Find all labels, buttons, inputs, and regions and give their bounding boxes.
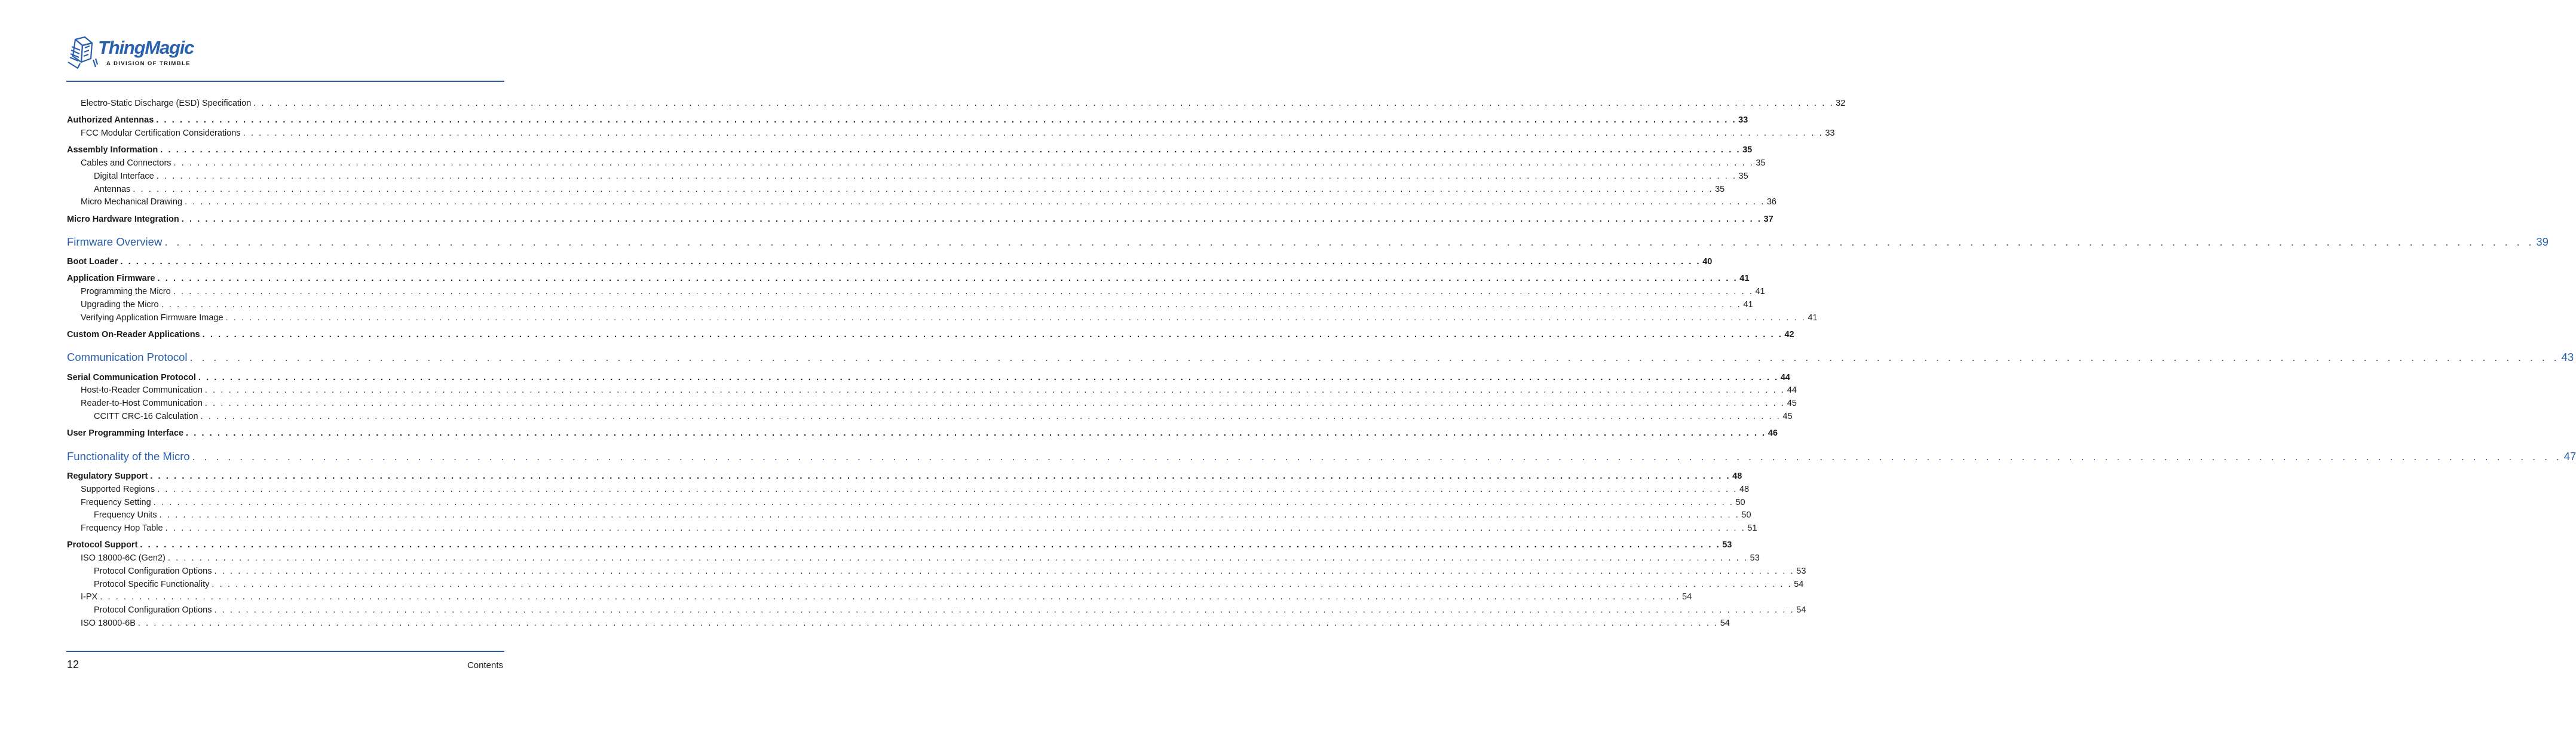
toc-entry[interactable] xyxy=(67,98,1846,109)
toc-entry-page: 51 xyxy=(1747,523,1757,533)
toc-entry-page: 33 xyxy=(1738,115,1748,125)
toc-entry-title: Verifying Application Firmware Image xyxy=(81,313,223,323)
toc-entry-title: FCC Modular Certification Considerations xyxy=(81,128,241,138)
toc-entry-title: Boot Loader xyxy=(67,257,118,267)
toc-leader-dots: . . . . . . . . . . . . . . . . . . . . . . . . . . . . . . . . . . . . . . . . . . . . . . . . . . . . . . . . . . . . . . . . . . . . . . . . . . . . . . . . . . . . . . . . . . . . . . . . . . . . . . . . . . . . . . . . . . . . . . . . . . . . . . . . . . . . . . . . . . . . . . . . . . . . . . . . . . . . . . . . . . . . . . . . . . . . . . . . . . . . . . . . . . . . . . . . . . . . . . . . xyxy=(192,450,2562,463)
toc-entry-title: ISO 18000-6B xyxy=(81,618,136,628)
toc-entry-page: 32 xyxy=(1836,99,1846,108)
toc-leader-dots: . . . . . . . . . . . . . . . . . . . . . . . . . . . . . . . . . . . . . . . . . . . . . . . . . . . . . . . . . . . . . . . . . . . . . . . . . . . . . . . . . . . . . . . . . . . . . . . . . . . . . . . . . . . . . . . . . . . . . . . . . . . . . . . . . . . . . . . . . . . . . . . . . . . . . . . . . . . . . . . . . . . . . . . . . . . . . . . . . . . . . . . . . . . . . . . . . . . . . . . . xyxy=(157,274,1738,283)
toc-entry-page: 40 xyxy=(1702,257,1713,267)
toc-entry[interactable] xyxy=(67,273,1750,284)
toc-entry-page: 36 xyxy=(1766,197,1776,207)
toc-entry-title: I-PX xyxy=(81,592,98,602)
toc-entry[interactable] xyxy=(67,605,1806,615)
toc-entry-page: 35 xyxy=(1756,158,1766,168)
toc-entry-title: Antennas xyxy=(94,185,131,194)
toc-leader-dots: . . . . . . . . . . . . . . . . . . . . . . . . . . . . . . . . . . . . . . . . . . . . . . . . . . . . . . . . . . . . . . . . . . . . . . . . . . . . . . . . . . . . . . . . . . . . . . . . . . . . . . . . . . . . . . . . . . . . . . . . . . . . . . . . . . . . . . . . . . . . . . . . . . . . . . . . . . . . . . . . . . . . . . . . . . . . . . . . . . . . . . . . . . . . . . . . . . . . . . . . xyxy=(214,605,1795,615)
toc-entry[interactable] xyxy=(67,256,1713,267)
toc-entry[interactable] xyxy=(67,299,1753,310)
toc-leader-dots: . . . . . . . . . . . . . . . . . . . . . . . . . . . . . . . . . . . . . . . . . . . . . . . . . . . . . . . . . . . . . . . . . . . . . . . . . . . . . . . . . . . . . . . . . . . . . . . . . . . . . . . . . . . . . . . . . . . . . . . . . . . . . . . . . . . . . . . . . . . . . . . . . . . . . . . . . . . . . . . . . . . . . . . . . . . . . . . . . . . . . . . . . . . . . . . . . . . . . . . . xyxy=(159,510,1740,520)
toc-entry-page: 50 xyxy=(1735,498,1745,507)
toc-entry[interactable] xyxy=(67,450,2576,463)
toc-entry-page: 44 xyxy=(1787,385,1797,395)
toc-entry-title: Protocol Configuration Options xyxy=(94,605,212,615)
toc-leader-dots: . . . . . . . . . . . . . . . . . . . . . . . . . . . . . . . . . . . . . . . . . . . . . . . . . . . . . . . . . . . . . . . . . . . . . . . . . . . . . . . . . . . . . . . . . . . . . . . . . . . . . . . . . . . . . . . . . . . . . . . . . . . . . . . . . . . . . . . . . . . . . . . . . . . . . . . . . . . . . . . . . . . . . . . . . . . . . . . . . . . . . . . . . . . . . . . . . . . . . . . . xyxy=(153,498,1734,507)
toc-entry-title: Micro Hardware Integration xyxy=(67,215,179,224)
toc-entry-page: 41 xyxy=(1808,313,1818,323)
toc-entry[interactable] xyxy=(67,540,1732,550)
toc-leader-dots: . . . . . . . . . . . . . . . . . . . . . . . . . . . . . . . . . . . . . . . . . . . . . . . . . . . . . . . . . . . . . . . . . . . . . . . . . . . . . . . . . . . . . . . . . . . . . . . . . . . . . . . . . . . . . . . . . . . . . . . . . . . . . . . . . . . . . . . . . . . . . . . . . . . . . . . . . . . . . . . . . . . . . . . . . . . . . . . . . . . . . . . . . . . . . . . . . . . . . . . . xyxy=(181,215,1762,224)
toc-entry-page: 48 xyxy=(1732,471,1742,481)
toc-entry-page: 39 xyxy=(2536,235,2549,248)
toc-leader-dots: . . . . . . . . . . . . . . . . . . . . . . . . . . . . . . . . . . . . . . . . . . . . . . . . . . . . . . . . . . . . . . . . . . . . . . . . . . . . . . . . . . . . . . . . . . . . . . . . . . . . . . . . . . . . . . . . . . . . . . . . . . . . . . . . . . . . . . . . . . . . . . . . . . . . . . . . . . . . . . . . . . . . . . . . . . . . . . . . . . . . . . . . . . . . . . . . . . . . . . . . xyxy=(165,523,1746,533)
toc-entry[interactable] xyxy=(67,411,1793,422)
table-of-contents xyxy=(67,0,2576,645)
toc-entry-page: 41 xyxy=(1755,287,1765,296)
toc-leader-dots: . . . . . . . . . . . . . . . . . . . . . . . . . . . . . . . . . . . . . . . . . . . . . . . . . . . . . . . . . . . . . . . . . . . . . . . . . . . . . . . . . . . . . . . . . . . . . . . . . . . . . . . . . . . . . . . . . . . . . . . . . . . . . . . . . . . . . . . . . . . . . . . . . . . . . . . . . . . . . . . . . . . . . . . . . . . . . . . . . . . . . . . . . . . . . . . . . . . . . . . . xyxy=(100,592,1680,602)
toc-entry[interactable] xyxy=(67,184,1725,195)
toc-entry-title: Cables and Connectors xyxy=(81,158,171,168)
toc-entry[interactable] xyxy=(67,618,1730,629)
toc-leader-dots: . . . . . . . . . . . . . . . . . . . . . . . . . . . . . . . . . . . . . . . . . . . . . . . . . . . . . . . . . . . . . . . . . . . . . . . . . . . . . . . . . . . . . . . . . . . . . . . . . . . . . . . . . . . . . . . . . . . . . . . . . . . . . . . . . . . . . . . . . . . . . . . . . . . . . . . . . . . . . . . . . . . . . . . . . . . . . . . . . . . . . . . . . . . . . . . . . . . . . . . . xyxy=(157,485,1738,494)
toc-entry-title: Serial Communication Protocol xyxy=(67,373,196,382)
toc-entry-title: Protocol Support xyxy=(67,540,138,550)
toc-leader-dots: . . . . . . . . . . . . . . . . . . . . . . . . . . . . . . . . . . . . . . . . . . . . . . . . . . . . . . . . . . . . . . . . . . . . . . . . . . . . . . . . . . . . . . . . . . . . . . . . . . . . . . . . . . . . . . . . . . . . . . . . . . . . . . . . . . . . . . . . . . . . . . . . . . . . . . . . . . . . . . . . . . . . . . . . . . . . . . . . . . . . . . . . . . . . . . . . . . . . . . . . xyxy=(198,373,1779,382)
toc-entry[interactable] xyxy=(67,115,1748,125)
toc-leader-dots: . . . . . . . . . . . . . . . . . . . . . . . . . . . . . . . . . . . . . . . . . . . . . . . . . . . . . . . . . . . . . . . . . . . . . . . . . . . . . . . . . . . . . . . . . . . . . . . . . . . . . . . . . . . . . . . . . . . . . . . . . . . . . . . . . . . . . . . . . . . . . . . . . . . . . . . . . . . . . . . . . . . . . . . . . . . . . . . . . . . . . . . . . . . . . . . . . . . . . . . . xyxy=(212,580,1793,589)
toc-entry-title: Electro-Static Discharge (ESD) Specification xyxy=(81,99,252,108)
toc-leader-dots: . . . . . . . . . . . . . . . . . . . . . . . . . . . . . . . . . . . . . . . . . . . . . . . . . . . . . . . . . . . . . . . . . . . . . . . . . . . . . . . . . . . . . . . . . . . . . . . . . . . . . . . . . . . . . . . . . . . . . . . . . . . . . . . . . . . . . . . . . . . . . . . . . . . . . . . . . . . . . . . . . . . . . . . . . . . . . . . . . . . . . . . . . . . . . . . . . . . . . . . . xyxy=(140,540,1721,550)
toc-leader-dots: . . . . . . . . . . . . . . . . . . . . . . . . . . . . . . . . . . . . . . . . . . . . . . . . . . . . . . . . . . . . . . . . . . . . . . . . . . . . . . . . . . . . . . . . . . . . . . . . . . . . . . . . . . . . . . . . . . . . . . . . . . . . . . . . . . . . . . . . . . . . . . . . . . . . . . . . . . . . . . . . . . . . . . . . . . . . . . . . . . . . . . . . . . . . . . . . . . . . . . . . xyxy=(133,185,1714,194)
toc-leader-dots: . . . . . . . . . . . . . . . . . . . . . . . . . . . . . . . . . . . . . . . . . . . . . . . . . . . . . . . . . . . . . . . . . . . . . . . . . . . . . . . . . . . . . . . . . . . . . . . . . . . . . . . . . . . . . . . . . . . . . . . . . . . . . . . . . . . . . . . . . . . . . . . . . . . . . . . . . . . . . . . . . . . . . . . . . . . . . . . . . . . . . . . . . . . . . . . . . . . . . . . . xyxy=(120,257,1701,267)
toc-entry-title: User Programming Interface xyxy=(67,428,184,438)
toc-entry-page: 54 xyxy=(1796,605,1806,615)
toc-entry-title: Programming the Micro xyxy=(81,287,171,296)
toc-entry[interactable] xyxy=(67,566,1806,577)
toc-leader-dots: . . . . . . . . . . . . . . . . . . . . . . . . . . . . . . . . . . . . . . . . . . . . . . . . . . . . . . . . . . . . . . . . . . . . . . . . . . . . . . . . . . . . . . . . . . . . . . . . . . . . . . . . . . . . . . . . . . . . . . . . . . . . . . . . . . . . . . . . . . . . . . . . . . . . . . . . . . . . . . . . . . . . . . . . . . . . . . . . . . . . . . . . . . . . . . . . . . . . . . . . xyxy=(160,145,1741,155)
toc-entry-page: 42 xyxy=(1784,330,1794,339)
toc-entry-title: Frequency Units xyxy=(94,510,157,520)
toc-entry[interactable] xyxy=(67,428,1778,439)
page-number: 12 xyxy=(67,659,79,670)
toc-leader-dots: . . . . . . . . . . . . . . . . . . . . . . . . . . . . . . . . . . . . . . . . . . . . . . . . . . . . . . . . . . . . . . . . . . . . . . . . . . . . . . . . . . . . . . . . . . . . . . . . . . . . . . . . . . . . . . . . . . . . . . . . . . . . . . . . . . . . . . . . . . . . . . . . . . . . . . . . . . . . . . . . . . . . . . . . . . . . . . . . . . . . . . . . . . . . . . . . . . . . . . . . xyxy=(167,553,1748,563)
toc-entry[interactable] xyxy=(67,214,1774,225)
toc-leader-dots: . . . . . . . . . . . . . . . . . . . . . . . . . . . . . . . . . . . . . . . . . . . . . . . . . . . . . . . . . . . . . . . . . . . . . . . . . . . . . . . . . . . . . . . . . . . . . . . . . . . . . . . . . . . . . . . . . . . . . . . . . . . . . . . . . . . . . . . . . . . . . . . . . . . . . . . . . . . . . . . . . . . . . . . . . . . . . . . . . . . . . . . . . . . . . . . . . . . . . . . . xyxy=(173,287,1754,296)
toc-entry[interactable] xyxy=(67,471,1742,482)
toc-entry[interactable] xyxy=(67,313,1818,323)
toc-leader-dots: . . . . . . . . . . . . . . . . . . . . . . . . . . . . . . . . . . . . . . . . . . . . . . . . . . . . . . . . . . . . . . . . . . . . . . . . . . . . . . . . . . . . . . . . . . . . . . . . . . . . . . . . . . . . . . . . . . . . . . . . . . . . . . . . . . . . . . . . . . . . . . . . . . . . . . . . . . . . . . . . . . . . . . . . . . . . . . . . . . . . . . . . . . . . . . . . . . . . . . . . xyxy=(173,158,1754,168)
toc-entry-title: Assembly Information xyxy=(67,145,158,155)
toc-entry[interactable] xyxy=(67,158,1766,169)
toc-entry-page: 53 xyxy=(1722,540,1732,550)
toc-entry-page: 48 xyxy=(1739,485,1750,494)
toc-entry-title: Frequency Setting xyxy=(81,498,151,507)
toc-entry-title: Authorized Antennas xyxy=(67,115,154,125)
toc-entry-page: 35 xyxy=(1715,185,1725,194)
toc-entry[interactable] xyxy=(67,286,1765,297)
toc-entry[interactable] xyxy=(67,497,1745,508)
toc-entry-page: 45 xyxy=(1787,399,1797,408)
toc-entry-page: 43 xyxy=(2561,351,2574,363)
toc-entry-page: 35 xyxy=(1742,145,1753,155)
toc-entry[interactable] xyxy=(67,553,1760,564)
brand-tagline: A DIVISION OF TRIMBLE xyxy=(106,60,191,67)
toc-entry-title: Application Firmware xyxy=(67,274,155,283)
toc-leader-dots: . . . . . . . . . . . . . . . . . . . . . . . . . . . . . . . . . . . . . . . . . . . . . . . . . . . . . . . . . . . . . . . . . . . . . . . . . . . . . . . . . . . . . . . . . . . . . . . . . . . . . . . . . . . . . . . . . . . . . . . . . . . . . . . . . . . . . . . . . . . . . . . . . . . . . . . . . . . . . . . . . . . . . . . . . . . . . . . . . . . . . . . . . . . . . . . . . . . . . . . . xyxy=(164,235,2535,248)
toc-entry-page: 46 xyxy=(1768,428,1778,438)
toc-leader-dots: . . . . . . . . . . . . . . . . . . . . . . . . . . . . . . . . . . . . . . . . . . . . . . . . . . . . . . . . . . . . . . . . . . . . . . . . . . . . . . . . . . . . . . . . . . . . . . . . . . . . . . . . . . . . . . . . . . . . . . . . . . . . . . . . . . . . . . . . . . . . . . . . . . . . . . . . . . . . . . . . . . . . . . . . . . . . . . . . . . . . . . . . . . . . . . . . . . . . . . . . xyxy=(186,428,1766,438)
toc-entry-page: 54 xyxy=(1682,592,1692,602)
toc-entry[interactable] xyxy=(67,579,1804,590)
footer-divider xyxy=(66,651,504,652)
toc-entry-page: 53 xyxy=(1796,566,1806,576)
toc-entry-title: ISO 18000-6C (Gen2) xyxy=(81,553,166,563)
toc-entry-title: Reader-to-Host Communication xyxy=(81,399,203,408)
toc-entry[interactable] xyxy=(67,197,1776,207)
toc-entry[interactable] xyxy=(67,235,2549,249)
toc-entry-page: 41 xyxy=(1739,274,1750,283)
toc-leader-dots: . . . . . . . . . . . . . . . . . . . . . . . . . . . . . . . . . . . . . . . . . . . . . . . . . . . . . . . . . . . . . . . . . . . . . . . . . . . . . . . . . . . . . . . . . . . . . . . . . . . . . . . . . . . . . . . . . . . . . . . . . . . . . . . . . . . . . . . . . . . . . . . . . . . . . . . . . . . . . . . . . . . . . . . . . . . . . . . . . . . . . . . . . . . . . . . . . . . . . . . . xyxy=(200,412,1781,421)
toc-entry[interactable] xyxy=(67,523,1757,534)
toc-entry-page: 54 xyxy=(1794,580,1804,589)
toc-leader-dots: . . . . . . . . . . . . . . . . . . . . . . . . . . . . . . . . . . . . . . . . . . . . . . . . . . . . . . . . . . . . . . . . . . . . . . . . . . . . . . . . . . . . . . . . . . . . . . . . . . . . . . . . . . . . . . . . . . . . . . . . . . . . . . . . . . . . . . . . . . . . . . . . . . . . . . . . . . . . . . . . . . . . . . . . . . . . . . . . . . . . . . . . . . . . . . . . . . . . . . . . xyxy=(253,99,1834,108)
toc-entry-page: 45 xyxy=(1782,412,1793,421)
toc-entry-page: 50 xyxy=(1741,510,1751,520)
toc-entry[interactable] xyxy=(67,145,1753,155)
toc-entry-page: 44 xyxy=(1780,373,1790,382)
toc-entry-title: Host-to-Reader Communication xyxy=(81,385,203,395)
toc-entry-title: Functionality of the Micro xyxy=(67,450,190,463)
toc-leader-dots: . . . . . . . . . . . . . . . . . . . . . . . . . . . . . . . . . . . . . . . . . . . . . . . . . . . . . . . . . . . . . . . . . . . . . . . . . . . . . . . . . . . . . . . . . . . . . . . . . . . . . . . . . . . . . . . . . . . . . . . . . . . . . . . . . . . . . . . . . . . . . . . . . . . . . . . . . . . . . . . . . . . . . . . . . . . . . . . . . . . . . . . . . . . . . . . . . . . . . . . . xyxy=(137,618,1719,628)
toc-entry-title: Communication Protocol xyxy=(67,351,188,363)
toc-entry-title: Firmware Overview xyxy=(67,235,163,248)
toc-entry-title: Digital Interface xyxy=(94,172,154,181)
toc-entry-page: 47 xyxy=(2563,450,2576,463)
toc-leader-dots: . . . . . . . . . . . . . . . . . . . . . . . . . . . . . . . . . . . . . . . . . . . . . . . . . . . . . . . . . . . . . . . . . . . . . . . . . . . . . . . . . . . . . . . . . . . . . . . . . . . . . . . . . . . . . . . . . . . . . . . . . . . . . . . . . . . . . . . . . . . . . . . . . . . . . . . . . . . . . . . . . . . . . . . . . . . . . . . . . . . . . . . . . . . . . . . . . . . . . . . . xyxy=(189,351,2560,363)
toc-leader-dots: . . . . . . . . . . . . . . . . . . . . . . . . . . . . . . . . . . . . . . . . . . . . . . . . . . . . . . . . . . . . . . . . . . . . . . . . . . . . . . . . . . . . . . . . . . . . . . . . . . . . . . . . . . . . . . . . . . . . . . . . . . . . . . . . . . . . . . . . . . . . . . . . . . . . . . . . . . . . . . . . . . . . . . . . . . . . . . . . . . . . . . . . . . . . . . . . . . . . . . . . xyxy=(150,471,1731,481)
toc-entry-page: 53 xyxy=(1750,553,1760,563)
toc-entry-title: Frequency Hop Table xyxy=(81,523,163,533)
toc-entry[interactable] xyxy=(67,592,1692,602)
toc-entry[interactable] xyxy=(67,351,2574,364)
toc-leader-dots: . . . . . . . . . . . . . . . . . . . . . . . . . . . . . . . . . . . . . . . . . . . . . . . . . . . . . . . . . . . . . . . . . . . . . . . . . . . . . . . . . . . . . . . . . . . . . . . . . . . . . . . . . . . . . . . . . . . . . . . . . . . . . . . . . . . . . . . . . . . . . . . . . . . . . . . . . . . . . . . . . . . . . . . . . . . . . . . . . . . . . . . . . . . . . . . . . . . . . . . . xyxy=(161,300,1742,310)
brand-wordmark: ThingMagic xyxy=(98,37,194,58)
toc-leader-dots: . . . . . . . . . . . . . . . . . . . . . . . . . . . . . . . . . . . . . . . . . . . . . . . . . . . . . . . . . . . . . . . . . . . . . . . . . . . . . . . . . . . . . . . . . . . . . . . . . . . . . . . . . . . . . . . . . . . . . . . . . . . . . . . . . . . . . . . . . . . . . . . . . . . . . . . . . . . . . . . . . . . . . . . . . . . . . . . . . . . . . . . . . . . . . . . . . . . . . . . . xyxy=(225,313,1806,323)
toc-entry-title: CCITT CRC-16 Calculation xyxy=(94,412,198,421)
toc-entry-title: Micro Mechanical Drawing xyxy=(81,197,183,207)
toc-entry-page: 33 xyxy=(1825,128,1835,138)
toc-entry[interactable] xyxy=(67,385,1797,396)
toc-entry[interactable] xyxy=(67,398,1797,409)
toc-entry-page: 35 xyxy=(1738,172,1748,181)
toc-entry-page: 37 xyxy=(1763,215,1774,224)
toc-entry-title: Supported Regions xyxy=(81,485,155,494)
toc-leader-dots: . . . . . . . . . . . . . . . . . . . . . . . . . . . . . . . . . . . . . . . . . . . . . . . . . . . . . . . . . . . . . . . . . . . . . . . . . . . . . . . . . . . . . . . . . . . . . . . . . . . . . . . . . . . . . . . . . . . . . . . . . . . . . . . . . . . . . . . . . . . . . . . . . . . . . . . . . . . . . . . . . . . . . . . . . . . . . . . . . . . . . . . . . . . . . . . . . . . . . . . . xyxy=(202,330,1783,339)
toc-entry-title: Protocol Configuration Options xyxy=(94,566,212,576)
toc-entry-page: 54 xyxy=(1720,618,1730,628)
toc-entry-title: Protocol Specific Functionality xyxy=(94,580,210,589)
toc-entry-page: 41 xyxy=(1743,300,1753,310)
toc-entry[interactable] xyxy=(67,510,1751,520)
toc-leader-dots: . . . . . . . . . . . . . . . . . . . . . . . . . . . . . . . . . . . . . . . . . . . . . . . . . . . . . . . . . . . . . . . . . . . . . . . . . . . . . . . . . . . . . . . . . . . . . . . . . . . . . . . . . . . . . . . . . . . . . . . . . . . . . . . . . . . . . . . . . . . . . . . . . . . . . . . . . . . . . . . . . . . . . . . . . . . . . . . . . . . . . . . . . . . . . . . . . . . . . . . . xyxy=(243,128,1824,138)
toc-entry[interactable] xyxy=(67,171,1748,182)
toc-entry-title: Upgrading the Micro xyxy=(81,300,159,310)
toc-entry-title: Regulatory Support xyxy=(67,471,148,481)
toc-leader-dots: . . . . . . . . . . . . . . . . . . . . . . . . . . . . . . . . . . . . . . . . . . . . . . . . . . . . . . . . . . . . . . . . . . . . . . . . . . . . . . . . . . . . . . . . . . . . . . . . . . . . . . . . . . . . . . . . . . . . . . . . . . . . . . . . . . . . . . . . . . . . . . . . . . . . . . . . . . . . . . . . . . . . . . . . . . . . . . . . . . . . . . . . . . . . . . . . . . . . . . . . xyxy=(214,566,1795,576)
toc-leader-dots: . . . . . . . . . . . . . . . . . . . . . . . . . . . . . . . . . . . . . . . . . . . . . . . . . . . . . . . . . . . . . . . . . . . . . . . . . . . . . . . . . . . . . . . . . . . . . . . . . . . . . . . . . . . . . . . . . . . . . . . . . . . . . . . . . . . . . . . . . . . . . . . . . . . . . . . . . . . . . . . . . . . . . . . . . . . . . . . . . . . . . . . . . . . . . . . . . . . . . . . . xyxy=(185,197,1765,207)
toc-entry[interactable] xyxy=(67,372,1790,383)
toc-leader-dots: . . . . . . . . . . . . . . . . . . . . . . . . . . . . . . . . . . . . . . . . . . . . . . . . . . . . . . . . . . . . . . . . . . . . . . . . . . . . . . . . . . . . . . . . . . . . . . . . . . . . . . . . . . . . . . . . . . . . . . . . . . . . . . . . . . . . . . . . . . . . . . . . . . . . . . . . . . . . . . . . . . . . . . . . . . . . . . . . . . . . . . . . . . . . . . . . . . . . . . . . xyxy=(156,115,1737,125)
toc-entry-title: Custom On-Reader Applications xyxy=(67,330,200,339)
toc-entry[interactable] xyxy=(67,128,1835,139)
toc-entry[interactable] xyxy=(67,484,1750,495)
footer-section-label: Contents xyxy=(467,660,503,670)
toc-entry[interactable] xyxy=(67,329,1794,340)
toc-leader-dots: . . . . . . . . . . . . . . . . . . . . . . . . . . . . . . . . . . . . . . . . . . . . . . . . . . . . . . . . . . . . . . . . . . . . . . . . . . . . . . . . . . . . . . . . . . . . . . . . . . . . . . . . . . . . . . . . . . . . . . . . . . . . . . . . . . . . . . . . . . . . . . . . . . . . . . . . . . . . . . . . . . . . . . . . . . . . . . . . . . . . . . . . . . . . . . . . . . . . . . . . xyxy=(204,385,1785,395)
toc-leader-dots: . . . . . . . . . . . . . . . . . . . . . . . . . . . . . . . . . . . . . . . . . . . . . . . . . . . . . . . . . . . . . . . . . . . . . . . . . . . . . . . . . . . . . . . . . . . . . . . . . . . . . . . . . . . . . . . . . . . . . . . . . . . . . . . . . . . . . . . . . . . . . . . . . . . . . . . . . . . . . . . . . . . . . . . . . . . . . . . . . . . . . . . . . . . . . . . . . . . . . . . . xyxy=(204,399,1785,408)
toc-leader-dots: . . . . . . . . . . . . . . . . . . . . . . . . . . . . . . . . . . . . . . . . . . . . . . . . . . . . . . . . . . . . . . . . . . . . . . . . . . . . . . . . . . . . . . . . . . . . . . . . . . . . . . . . . . . . . . . . . . . . . . . . . . . . . . . . . . . . . . . . . . . . . . . . . . . . . . . . . . . . . . . . . . . . . . . . . . . . . . . . . . . . . . . . . . . . . . . . . . . . . . . . xyxy=(156,172,1737,181)
